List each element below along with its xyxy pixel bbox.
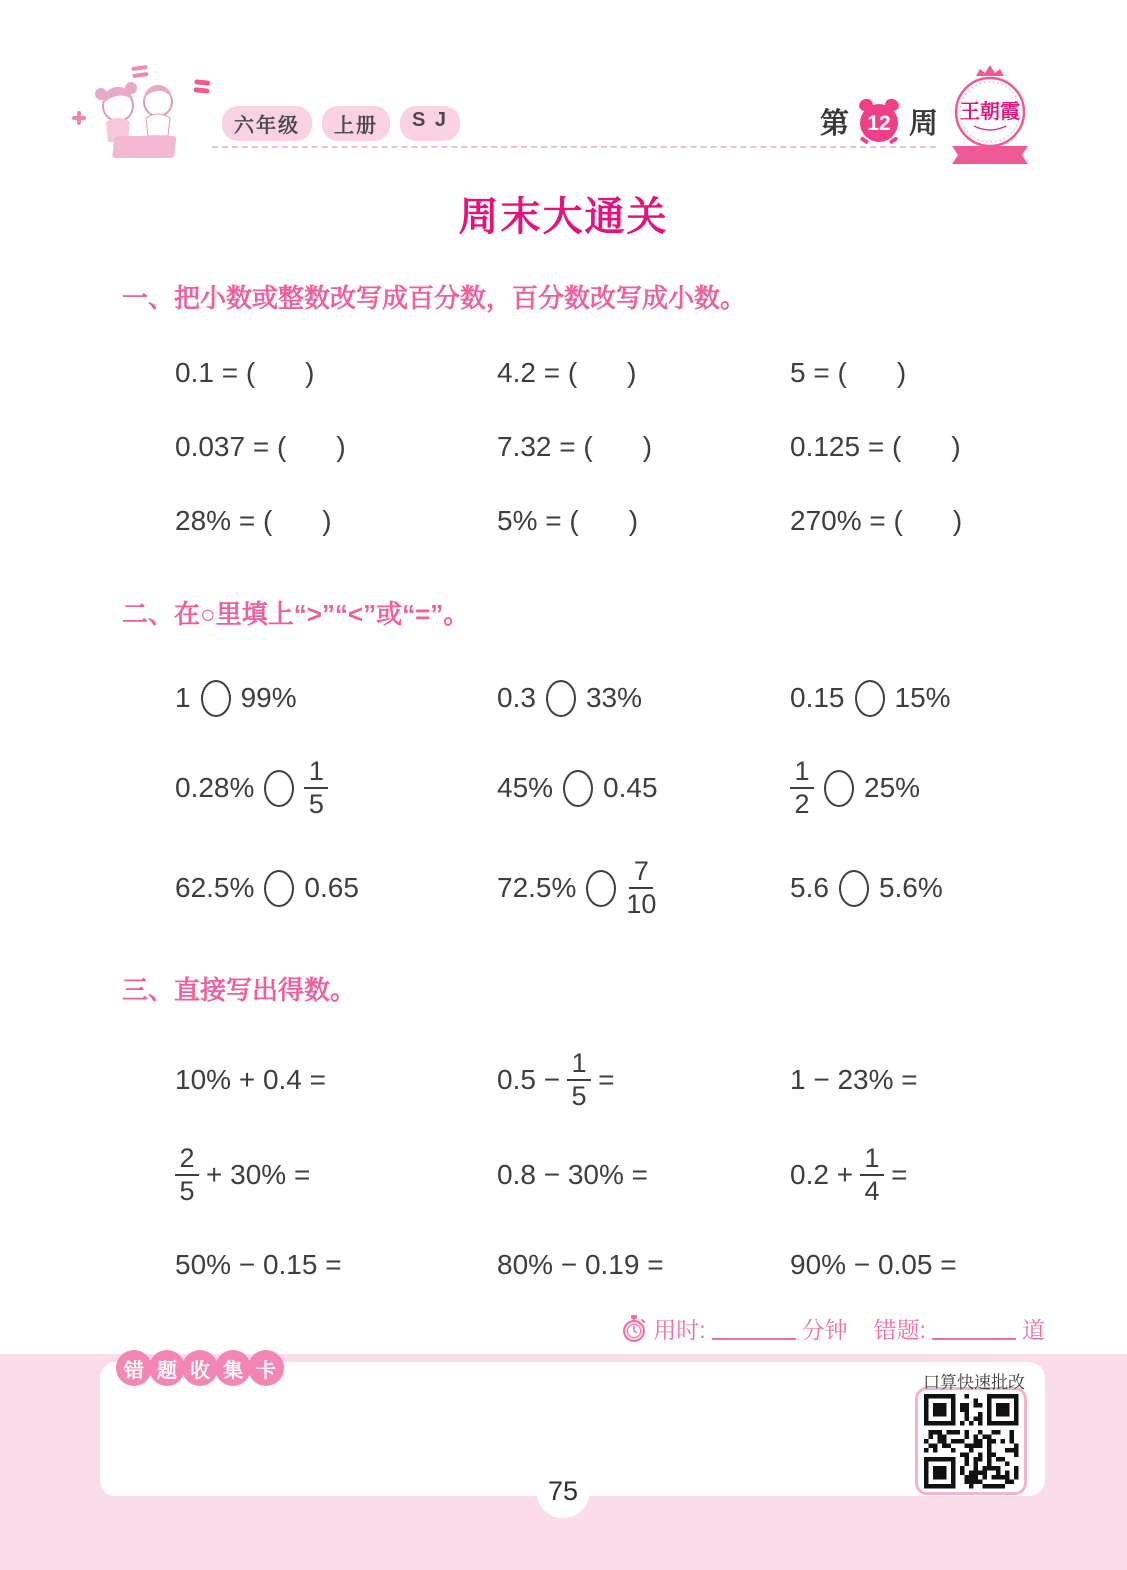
label-char-bubble: 题 [149,1350,185,1386]
answer-circle [201,680,231,717]
section-3-heading: 三、直接写出得数。 [122,975,357,1005]
expression-text: 5.6 [790,872,829,903]
answer-circle [546,680,576,717]
week-suffix: 周 [909,107,939,140]
expression-text: 7.32 = ( [497,431,593,462]
problem-item [790,1124,1127,1226]
expression-text: ) [952,505,963,536]
week-number: 12 [867,112,891,135]
grade-pill: 六年级 [222,106,312,141]
problem-item [497,484,790,558]
expression-text: 0.28% [175,772,255,803]
problem-item [175,410,497,484]
problem-item [497,1226,790,1304]
wrong-label: 错题: [873,1317,926,1343]
expression-text: + 30% = [206,1159,311,1190]
problem-item [175,1124,497,1226]
problem-item [497,656,790,740]
expression-text: 5 = ( [790,357,847,388]
qr-caption: 口算快速批改 [923,1373,1025,1392]
problem-item [790,410,1127,484]
expression-text: 0.2 + [790,1159,854,1190]
time-blank [712,1318,796,1340]
expression-text: 28% = ( [175,505,273,536]
problem-item [175,484,497,558]
problem-item [790,740,1127,836]
expression-text: 0.45 [603,772,658,803]
section-3-problem-grid [175,1036,1127,1304]
page-title: 周末大通关 [458,195,669,239]
expression-text: 90% − 0.05 = [790,1249,957,1280]
fraction-denominator: 5 [179,1176,195,1206]
expression-text: ) [628,505,639,536]
expression-text: 10% + 0.4 = [175,1064,327,1095]
problem-item [790,336,1127,410]
label-char-bubble: 错 [116,1350,152,1386]
expression-text: 33% [585,682,642,713]
problem-item [497,740,790,836]
volume-pill: 上册 [322,106,390,141]
expression-text: 80% − 0.19 = [497,1249,664,1280]
problem-item [497,336,790,410]
expression-text: ) [642,431,653,462]
time-label: 用时: [653,1317,706,1343]
answer-circle [586,870,616,907]
answer-circle [264,870,294,907]
fraction-numerator: 7 [629,857,653,889]
section-rewrite-percent [0,282,1127,558]
problem-item [175,1226,497,1304]
fraction-numerator: 2 [175,1144,199,1176]
problem-item [175,336,497,410]
fraction-denominator: 4 [864,1176,880,1206]
expression-text: 4.2 = ( [497,357,578,388]
wrong-blank [932,1318,1016,1340]
brand-name: 王朝霞 [960,101,1020,123]
fraction-numerator: 1 [304,757,328,789]
expression-text: 0.125 = ( [790,431,902,462]
expression-text: 5% = ( [497,505,579,536]
section-compare [0,598,1127,940]
page-number: 75 [536,1464,590,1518]
expression-text: ) [322,505,332,536]
problem-item [175,656,497,740]
answer-circle [855,680,885,717]
qr-code [915,1387,1027,1495]
expression-text: 0.037 = ( [175,431,287,462]
fraction-denominator: 5 [571,1081,587,1111]
header-divider [212,146,936,148]
fraction [860,1144,884,1206]
expression-text: 5.6% [878,872,943,903]
brand-badge [944,64,1036,166]
stopwatch-icon [621,1315,647,1343]
expression-text: 99% [240,682,297,713]
fraction [175,1144,199,1206]
fraction-numerator: 1 [860,1144,884,1176]
expression-text: 0.5 − [497,1064,561,1095]
fraction-denominator: 10 [626,889,657,919]
expression-text: ) [627,357,637,388]
week-prefix: 第 [820,107,850,140]
bottom-band [0,1354,1127,1570]
time-unit: 分钟 [801,1317,848,1343]
answer-circle [839,870,869,907]
expression-text: 1 [175,682,191,713]
fraction-denominator: 5 [308,789,324,819]
expression-text: 45% [497,772,554,803]
problem-item [175,836,497,940]
fraction [626,857,656,919]
expression-text: 15% [894,682,951,713]
problem-item [497,836,790,940]
fraction [304,757,328,819]
section-2-problem-grid [175,656,1127,940]
week-indicator [820,96,938,146]
expression-text: ) [896,357,907,388]
answer-circle [264,770,294,807]
collect-card-label [116,1350,281,1386]
expression-text: 0.15 [790,682,845,713]
label-char-bubble: 卡 [248,1350,284,1386]
section-1-problem-grid [175,336,1127,558]
expression-text: ) [305,357,315,388]
fraction-numerator: 1 [790,757,814,789]
label-char-bubble: 集 [215,1350,251,1386]
expression-text: 1 − 23% = [790,1064,918,1095]
expression-text: 25% [864,772,921,803]
qr-pattern [924,1394,1019,1489]
expression-text: 50% − 0.15 = [175,1249,342,1280]
expression-text: 0.65 [304,872,359,903]
answer-circle [563,770,593,807]
problem-item [790,656,1127,740]
problem-item [175,1036,497,1124]
section-calculate [0,974,1127,1304]
fraction-denominator: 2 [794,789,810,819]
expression-text: = [891,1159,908,1190]
label-char-bubble: 收 [182,1350,218,1386]
wrong-unit: 道 [1022,1317,1045,1343]
stats-line [621,1312,1045,1345]
problem-item [790,484,1127,558]
edition-pill: S J [400,106,460,141]
problem-item [790,836,1127,940]
problem-item [497,410,790,484]
problem-item [497,1036,790,1124]
problem-item [790,1226,1127,1304]
kids-illustration [70,64,220,164]
expression-text: 62.5% [175,872,255,903]
expression-text: 0.1 = ( [175,357,256,388]
book-info [222,106,460,141]
fraction-numerator: 1 [567,1049,591,1081]
expression-text: 0.3 [497,682,536,713]
expression-text: 0.8 − 30% = [497,1159,649,1190]
answer-circle [824,770,854,807]
section-2-heading: 二、在○里填上“>”“<”或“=”。 [122,599,470,629]
problem-item [790,1036,1127,1124]
expression-text: 72.5% [497,872,577,903]
expression-text: ) [951,431,961,462]
problem-item [175,740,497,836]
section-1-heading: 一、把小数或整数改写成百分数，百分数改写成小数。 [122,283,747,313]
alarm-clock-icon [856,96,902,146]
fraction [790,757,814,819]
expression-text: = [598,1064,615,1095]
fraction [567,1049,591,1111]
problem-item [497,1124,790,1226]
expression-text: 270% = ( [790,505,903,536]
expression-text: ) [336,431,346,462]
